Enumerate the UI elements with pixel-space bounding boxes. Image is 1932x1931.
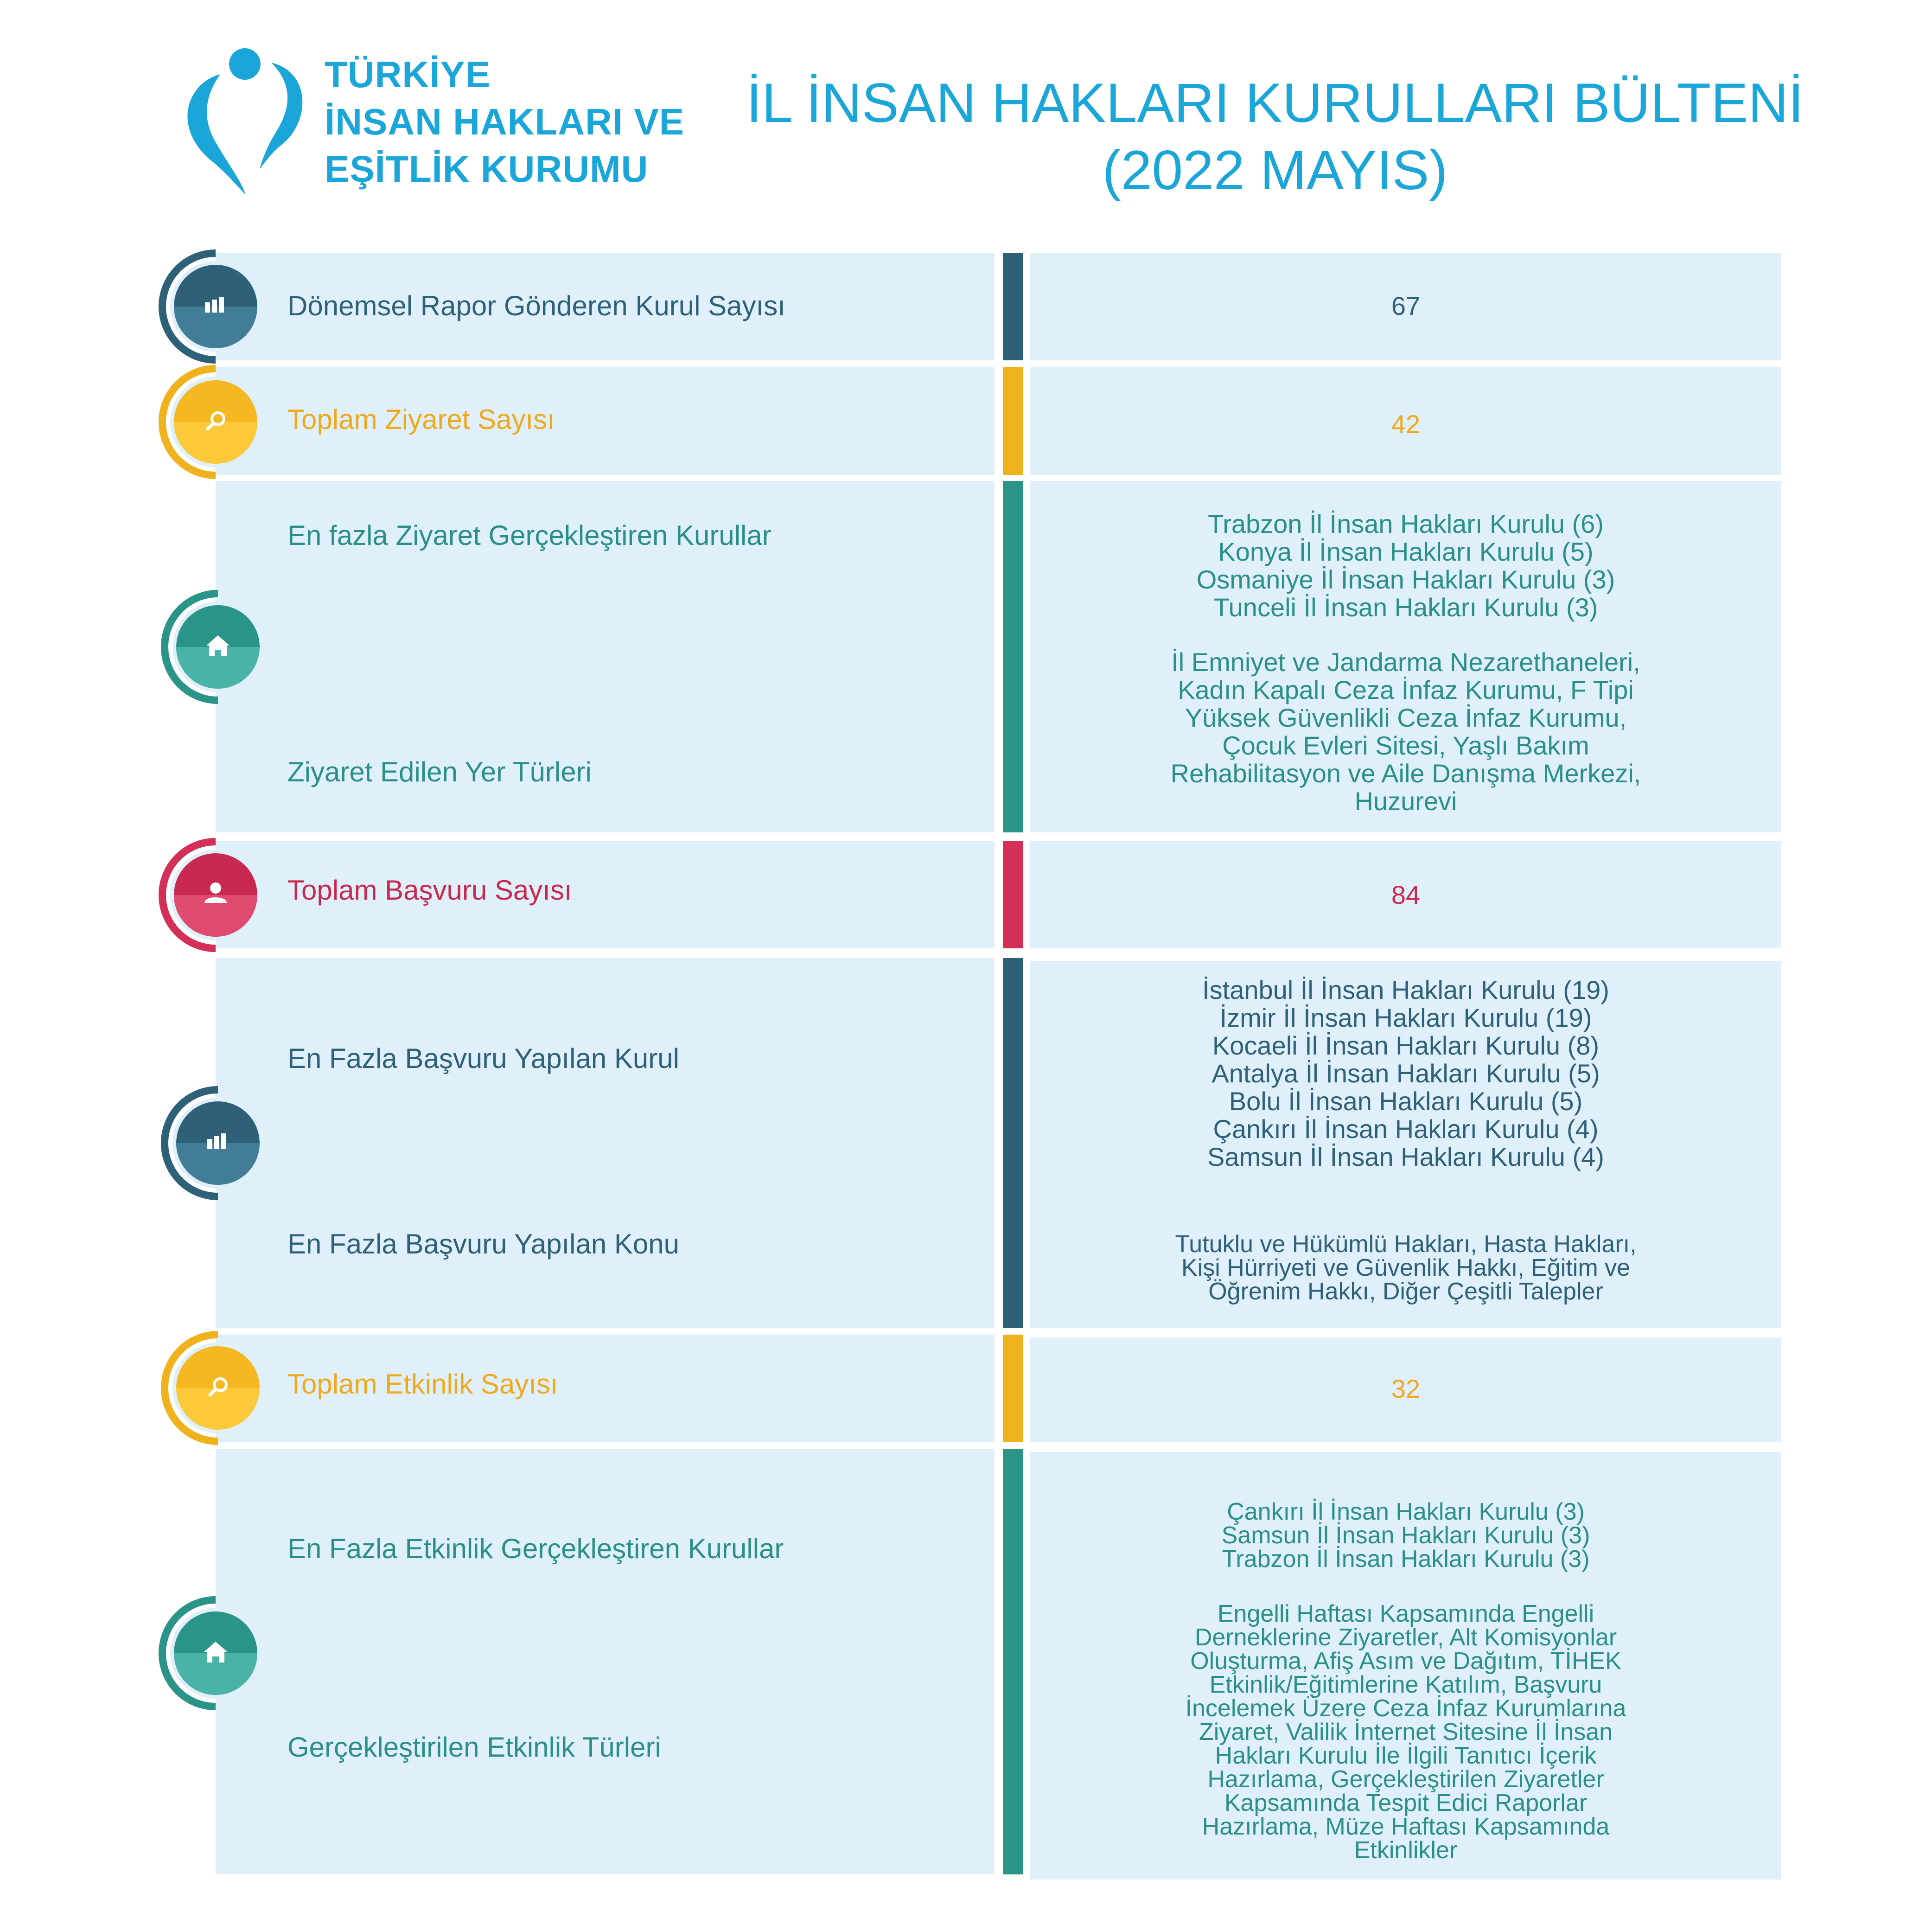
row-visit-details-top-list — [1030, 510, 1781, 621]
list-item: Trabzon İl İnsan Hakları Kurulu (6) — [1208, 509, 1604, 538]
row-event-details-bar — [1003, 1449, 1023, 1874]
row-application-details-bar — [1003, 958, 1023, 1328]
row-reports-value: 67 — [1391, 291, 1421, 320]
list-item: Yüksek Güvenlikli Ceza İnfaz Kurumu, — [1185, 703, 1627, 732]
list-item: İzmir İl İnsan Hakları Kurulu (19) — [1219, 1003, 1592, 1032]
search-icon — [158, 364, 274, 480]
list-item: Çocuk Evleri Sitesi, Yaşlı Bakım — [1222, 731, 1589, 760]
row-event-details-label-bottom: Gerçekleştirilen Etkinlik Türleri — [287, 1732, 661, 1763]
list-item: Derneklerine Ziyaretler, Alt Komisyonlar — [1194, 1624, 1617, 1651]
row-visits-bar — [1003, 367, 1023, 475]
list-item: Öğrenim Hakkı, Diğer Çeşitli Talepler — [1208, 1278, 1603, 1305]
list-item: Rehabilitasyon ve Aile Danışma Merkezi, — [1170, 759, 1641, 788]
list-item: İl Emniyet ve Jandarma Nezarethaneleri, — [1171, 647, 1640, 677]
row-visits-label: Toplam Ziyaret Sayısı — [287, 404, 555, 435]
list-item: Huzurevi — [1354, 786, 1457, 816]
title-line: İL İNSAN HAKLARI KURULLARI BÜLTENİ — [746, 72, 1804, 134]
bulletin-title — [742, 70, 1808, 204]
row-visit-details-bar — [1003, 481, 1023, 832]
org-line: TÜRKİYE — [325, 54, 491, 95]
list-item: Tunceli İl İnsan Hakları Kurulu (3) — [1213, 593, 1598, 622]
list-item: Kapsamında Tespit Edici Raporlar — [1224, 1790, 1588, 1816]
user-icon — [158, 837, 274, 953]
org-line: EŞİTLİK KURUMU — [325, 148, 649, 190]
row-events-bar — [1003, 1335, 1023, 1442]
list-item: Engelli Haftası Kapsamında Engelli — [1217, 1600, 1594, 1627]
list-item: Hakları Kurulu İle İlgili Tanıtıcı İçerik — [1215, 1742, 1597, 1769]
row-events-value: 32 — [1391, 1374, 1421, 1403]
organization-name — [325, 51, 684, 193]
row-application-details-label-top: En Fazla Başvuru Yapılan Kurul — [287, 1043, 679, 1074]
row-event-details-label-top: En Fazla Etkinlik Gerçekleştiren Kurullar — [287, 1533, 784, 1564]
logo-heart-mark — [176, 46, 315, 199]
org-line: İNSAN HAKLARI VE — [325, 101, 685, 142]
list-item: Hazırlama, Gerçekleştirilen Ziyaretler — [1207, 1766, 1604, 1793]
list-item: Konya İl İnsan Hakları Kurulu (5) — [1218, 537, 1594, 566]
list-item: Trabzon İl İnsan Hakları Kurulu (3) — [1222, 1546, 1590, 1573]
list-item: Kişi Hürriyeti ve Güvenlik Hakkı, Eğitim ve — [1181, 1254, 1631, 1281]
list-item: Bolu İl İnsan Hakları Kurulu (5) — [1229, 1087, 1583, 1116]
home-icon — [158, 1595, 274, 1711]
row-visit-details-bottom-list — [1030, 648, 1781, 815]
row-event-details-top-list — [1030, 1500, 1781, 1571]
list-item: Çankırı İl İnsan Hakları Kurulu (3) — [1227, 1498, 1585, 1525]
row-reports-bar — [1003, 253, 1023, 360]
home-icon — [160, 589, 276, 705]
list-item: Samsun İl İnsan Hakları Kurulu (4) — [1207, 1142, 1604, 1171]
row-reports-label: Dönemsel Rapor Gönderen Kurul Sayısı — [287, 290, 785, 321]
list-item: Etkinlikler — [1354, 1837, 1458, 1864]
row-visit-details-label-bottom: Ziyaret Edilen Yer Türleri — [287, 756, 592, 787]
row-visits-value: 42 — [1391, 409, 1421, 439]
row-application-details-bottom-list — [1030, 1233, 1781, 1304]
row-application-details-top-list — [1030, 976, 1781, 1171]
list-item: Tutuklu ve Hükümlü Hakları, Hasta Hakları, — [1175, 1231, 1637, 1258]
list-item: İstanbul İl İnsan Hakları Kurulu (19) — [1202, 975, 1609, 1004]
row-application-details-panel — [216, 958, 995, 1328]
list-item: Kadın Kapalı Ceza İnfaz Kurumu, F Tipi — [1178, 675, 1634, 704]
row-application-details-label-bottom: En Fazla Başvuru Yapılan Konu — [287, 1228, 679, 1260]
row-applications-label: Toplam Başvuru Sayısı — [287, 875, 572, 906]
list-item: İncelemek Üzere Ceza İnfaz Kurumlarına — [1185, 1695, 1626, 1722]
title-line: (2022 MAYIS) — [1102, 139, 1448, 201]
list-item: Osmaniye İl İnsan Hakları Kurulu (3) — [1196, 565, 1615, 594]
bar-chart-icon — [158, 249, 274, 364]
list-item: Kocaeli İl İnsan Hakları Kurulu (8) — [1212, 1031, 1600, 1060]
row-visit-details-label-top: En fazla Ziyaret Gerçekleştiren Kurullar — [287, 520, 772, 551]
bar-chart-icon — [160, 1085, 276, 1201]
row-applications-bar — [1003, 841, 1023, 948]
list-item: Ziyaret, Valilik İnternet Sitesine İl İnsan — [1199, 1719, 1613, 1746]
list-item: Hazırlama, Müze Haftası Kapsamında — [1202, 1813, 1610, 1840]
row-event-details-bottom-list — [1030, 1602, 1781, 1862]
list-item: Oluşturma, Afiş Asım ve Dağıtım, TİHEK — [1190, 1648, 1621, 1675]
list-item: Antalya İl İnsan Hakları Kurulu (5) — [1211, 1059, 1600, 1088]
list-item: Samsun İl İnsan Hakları Kurulu (3) — [1221, 1522, 1590, 1549]
row-events-label: Toplam Etkinlik Sayısı — [287, 1368, 558, 1400]
row-event-details-panel — [216, 1449, 995, 1874]
list-item: Etkinlik/Eğitimlerine Katılım, Başvuru — [1209, 1671, 1602, 1698]
row-applications-value: 84 — [1391, 880, 1421, 909]
list-item: Çankırı İl İnsan Hakları Kurulu (4) — [1213, 1114, 1599, 1144]
search-icon — [160, 1330, 276, 1446]
